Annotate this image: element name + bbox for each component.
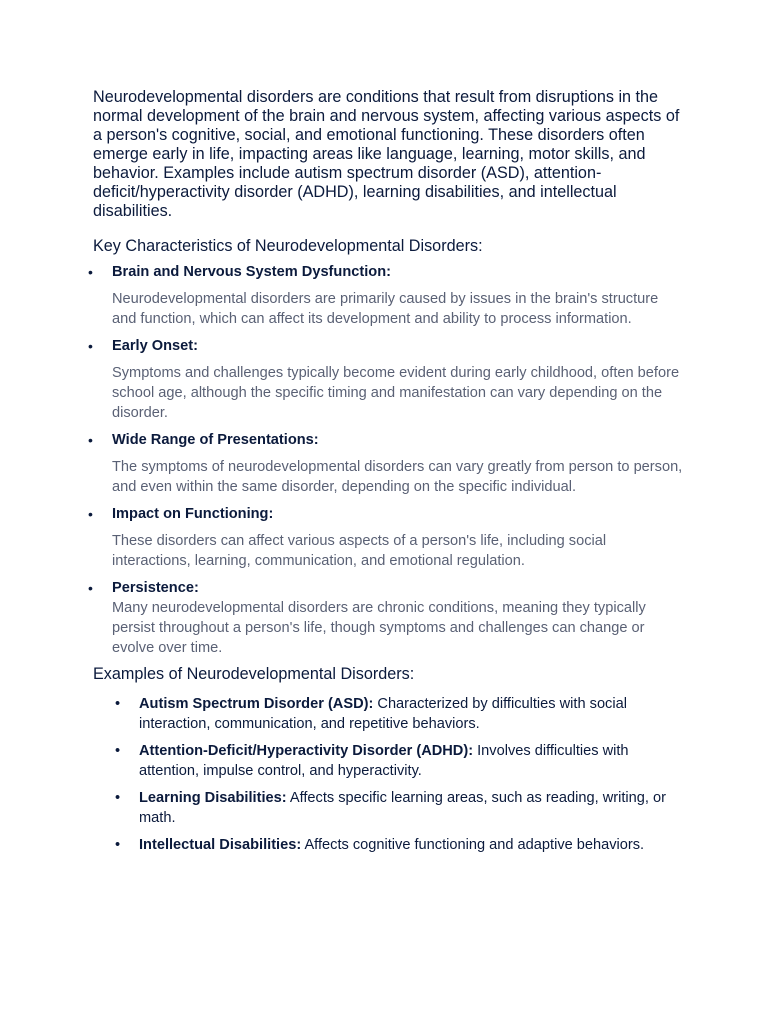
example-term: Learning Disabilities:	[139, 790, 287, 806]
examples-title: Examples of Neurodevelopmental Disorders:	[93, 665, 415, 683]
example-term: Attention-Deficit/Hyperactivity Disorder (ADHD):	[139, 743, 474, 759]
example-term: Intellectual Disabilities:	[139, 837, 302, 853]
example-term: Autism Spectrum Disorder (ASD):	[139, 696, 374, 712]
list-item	[88, 336, 683, 423]
list-item	[93, 741, 683, 781]
bullet-icon: •	[88, 264, 93, 280]
list-item	[93, 835, 683, 855]
characteristic-heading: Impact on Functioning:	[112, 506, 274, 522]
characteristic-description: Many neurodevelopmental disorders are chronic conditions, meaning they typically persist throughout a person's life, though symptoms and challenges can change or evolve over time.	[112, 600, 646, 656]
characteristic-description: The symptoms of neurodevelopmental disorders can vary greatly from person to person, and even within the same disorder, depending on the specific individual.	[112, 459, 683, 495]
intro-paragraph: Neurodevelopmental disorders are conditions that result from disruptions in the normal development of the brain and nervous system, affecting various aspects of a person's cognitive, social, and emotional functioning. These disorders often emerge early in life, impacting areas like language, learning, motor skills, and behavior. Examples include autism spectrum disorder (ASD), attention-deficit/hyperactivity disorder (ADHD), learning disabilities, and intellectual disabilities.	[93, 88, 680, 220]
list-item	[88, 262, 683, 329]
characteristic-heading: Early Onset:	[112, 338, 198, 354]
bullet-icon: •	[88, 506, 93, 522]
characteristics-list	[88, 262, 683, 658]
characteristic-description: Neurodevelopmental disorders are primarily caused by issues in the brain's structure and function, which can affect its development and ability to process information.	[112, 291, 659, 327]
list-item	[88, 504, 683, 571]
list-item	[93, 788, 683, 828]
characteristic-heading: Brain and Nervous System Dysfunction:	[112, 264, 391, 280]
example-text: Involves difficulties with attention, impulse control, and hyperactivity.	[139, 743, 629, 779]
example-text: Affects specific learning areas, such as reading, writing, or math.	[139, 790, 666, 826]
example-text: Affects cognitive functioning and adaptive behaviors.	[301, 837, 645, 853]
characteristic-heading: Persistence:	[112, 580, 199, 596]
bullet-icon: •	[88, 432, 93, 448]
bullet-icon: •	[115, 790, 121, 806]
examples-list	[93, 694, 683, 855]
characteristic-description: Symptoms and challenges typically become evident during early childhood, often before school age, although the specific timing and manifestation can vary depending on the disorder.	[112, 365, 680, 421]
bullet-icon: •	[115, 696, 121, 712]
bullet-icon: •	[88, 580, 93, 596]
characteristic-heading: Wide Range of Presentations:	[112, 432, 319, 448]
bullet-icon: •	[115, 743, 121, 759]
characteristics-title: Key Characteristics of Neurodevelopmental Disorders:	[93, 237, 483, 255]
list-item	[88, 578, 683, 658]
document-page	[88, 88, 683, 862]
characteristic-description: These disorders can affect various aspects of a person's life, including social interactions, learning, communication, and emotional regulation.	[112, 533, 607, 569]
list-item	[93, 694, 683, 734]
example-text: Characterized by difficulties with social interaction, communication, and repetitive behaviors.	[139, 696, 627, 732]
list-item	[88, 430, 683, 497]
bullet-icon: •	[115, 837, 121, 853]
bullet-icon: •	[88, 338, 93, 354]
